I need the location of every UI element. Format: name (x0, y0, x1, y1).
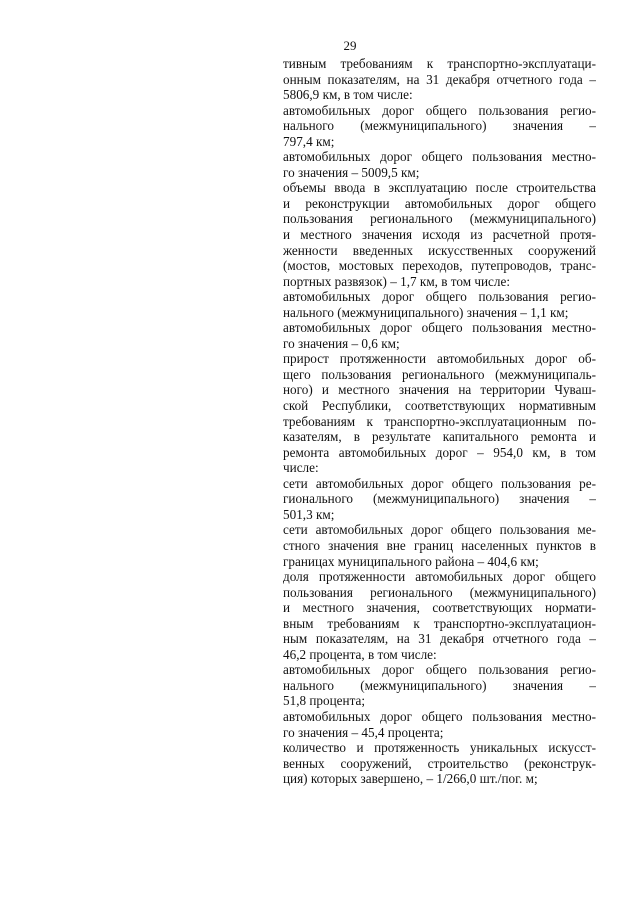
text-line: сети автомобильных дорог общего пользования ме- (283, 522, 596, 538)
text-line: и местного значения исходя из расчетной протя- (283, 227, 596, 243)
text-line: нального (межмуниципального) значения – (283, 677, 596, 693)
text-line: казателям, в результате капитального ремонта и (283, 429, 596, 445)
text-line: 5806,9 км, в том числе: (283, 87, 413, 103)
page-number: 29 (343, 38, 357, 53)
text-line: нального (межмуниципального) значения – 1,1 км; (283, 304, 569, 320)
text-line: границах муниципального района – 404,6 км; (283, 553, 539, 569)
text-line: ской Республики, соответствующих нормативным (283, 398, 596, 414)
text-line: ция) которых завершено, – 1/266,0 шт./пог. м; (283, 771, 538, 787)
text-line: щего пользования регионального (межмуниципаль- (283, 366, 596, 382)
text-line: автомобильных дорог общего пользования местно- (283, 320, 596, 336)
text-line: объемы ввода в эксплуатацию после строительства (283, 180, 596, 196)
text-line: пользования регионального (межмуниципального) (283, 584, 596, 600)
text-line: пользования регионального (межмуниципального) (283, 211, 596, 227)
text-line: стного значения вне границ населенных пунктов в (283, 537, 596, 553)
text-line: нального (межмуниципального) значения – (283, 118, 596, 134)
text-line: 46,2 процента, в том числе: (283, 646, 437, 662)
text-line: венных сооружений, строительство (реконструк- (283, 755, 596, 771)
text-line: автомобильных дорог общего пользования местно- (283, 149, 596, 165)
text-line: и местного значения, соответствующих нормати- (283, 600, 596, 616)
body-text (283, 56, 596, 787)
text-line: автомобильных дорог общего пользования регио- (283, 102, 596, 118)
text-line: (мостов, мостовых переходов, путепроводов, транс- (283, 258, 596, 274)
text-line: го значения – 5009,5 км; (283, 164, 420, 180)
text-line: ного) и местного значения на территории Чуваш- (283, 382, 596, 398)
text-line: го значения – 45,4 процента; (283, 724, 444, 740)
text-line: сети автомобильных дорог общего пользования ре- (283, 475, 596, 491)
text-line: автомобильных дорог общего пользования местно- (283, 708, 596, 724)
text-line: онным показателям, на 31 декабря отчетного года – (283, 71, 596, 87)
text-line: доля протяженности автомобильных дорог общего (283, 569, 596, 585)
text-line: автомобильных дорог общего пользования регио- (283, 662, 596, 678)
text-line: автомобильных дорог общего пользования регио- (283, 289, 596, 305)
text-line: количество и протяженность уникальных искусст- (283, 740, 596, 756)
text-line: портных развязок) – 1,7 км, в том числе: (283, 273, 510, 289)
text-line: 501,3 км; (283, 506, 335, 522)
text-line: прирост протяженности автомобильных дорог об- (283, 351, 596, 367)
text-line: гионального (межмуниципального) значения – (283, 491, 596, 507)
text-line: и реконструкции автомобильных дорог общего (283, 195, 596, 211)
text-line: вным требованиям к транспортно-эксплуатацион- (283, 615, 596, 631)
text-line: требованиям к транспортно-эксплуатационным по- (283, 413, 596, 429)
text-line: ремонта автомобильных дорог – 954,0 км, в том (283, 444, 596, 460)
text-line: 797,4 км; (283, 133, 335, 149)
text-line: ным показателям, на 31 декабря отчетного года – (283, 631, 596, 647)
text-line: го значения – 0,6 км; (283, 335, 400, 351)
text-line: 51,8 процента; (283, 693, 366, 709)
text-line: женности введенных искусственных сооружений (283, 242, 596, 258)
text-line: числе: (283, 460, 319, 476)
text-line: тивным требованиям к транспортно-эксплуатаци- (283, 56, 596, 71)
